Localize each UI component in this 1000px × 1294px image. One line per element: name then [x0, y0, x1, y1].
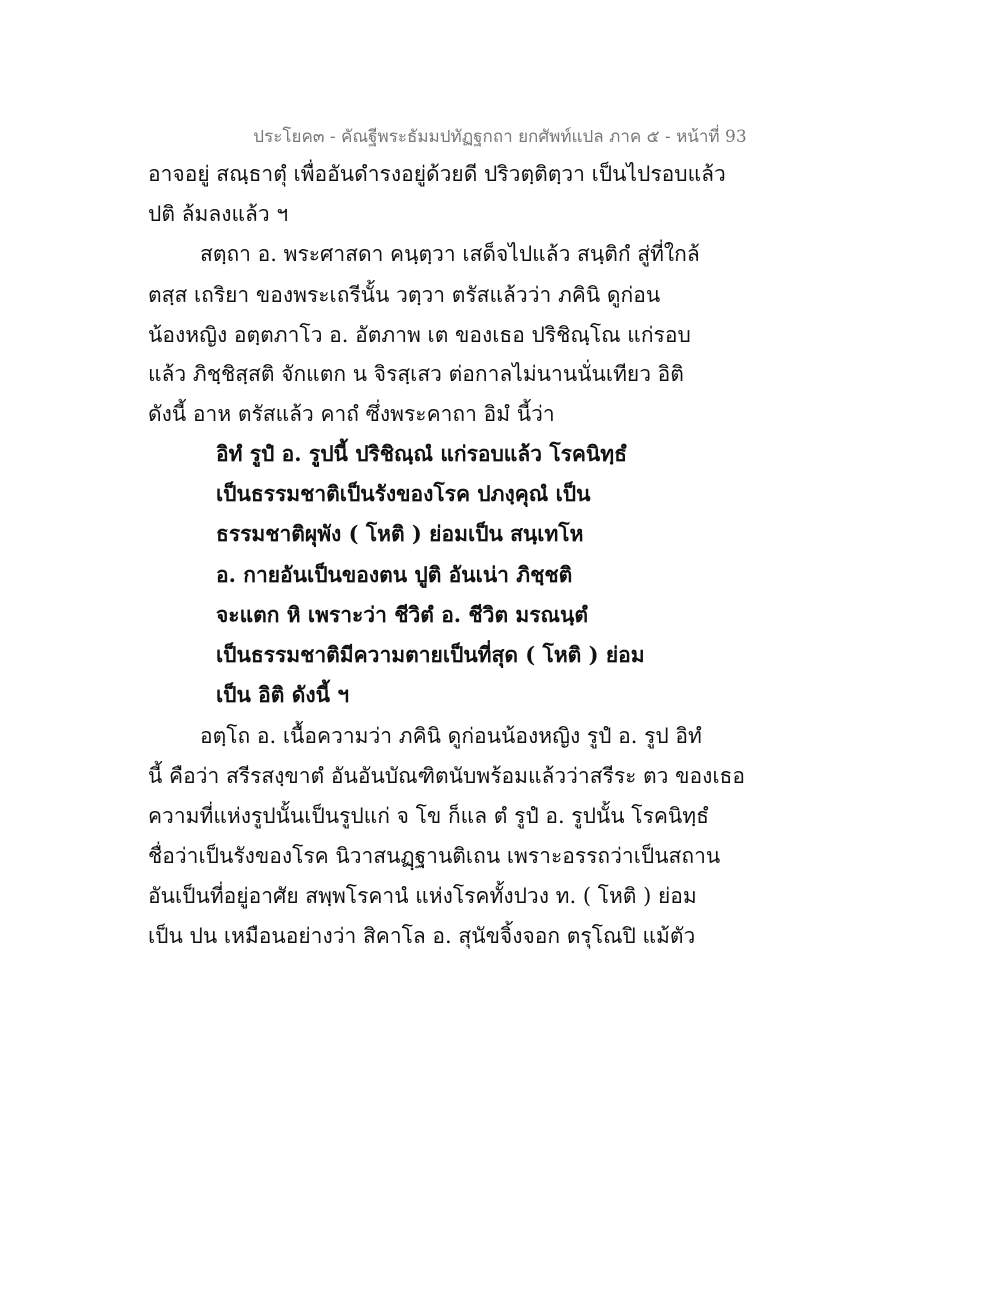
- text-line: นี้ คือว่า สรีรสงฺขาตํ อันอันบัณฑิตนับพร้อมแล้วว่าสรีระ ตว ของเธอ: [148, 764, 745, 788]
- verse-line: อ. กายอันเป็นของตน ปูติ อันเน่า ภิชฺชติ: [216, 562, 573, 587]
- text-line: อันเป็นที่อยู่อาศัย สพฺพโรคานํ แห่งโรคทั้งปวง ท. ( โหติ ) ย่อม: [148, 884, 697, 908]
- verse-line: เป็นธรรมชาติเป็นรังของโรค ปภงฺคุณํ เป็น: [216, 481, 591, 506]
- text-line: อาจอยู่ สณฺธาตุํ เพื่ออันดำรงอยู่ด้วยดี ปริวตฺติตฺวา เป็นไปรอบแล้ว: [148, 162, 726, 186]
- text-line: อตฺโถ อ. เนื้อความว่า ภคินิ ดูก่อนน้องหญิง รูปํ อ. รูป อิทํ: [200, 724, 702, 748]
- text-line: แล้ว ภิชฺชิสฺสติ จักแตก น จิรสฺเสว ต่อกาลไม่นานนั่นเทียว อิติ: [148, 362, 684, 386]
- verse-line: เป็นธรรมชาติมีความตายเป็นที่สุด ( โหติ ) ย่อม: [216, 642, 645, 667]
- text-line: ปติ ล้มลงแล้ว ฯ: [148, 202, 289, 226]
- text-line: ตสฺส เถริยา ของพระเถรีนั้น วตฺวา ตรัสแล้วว่า ภคินิ ดูก่อน: [148, 283, 661, 307]
- text-line: เป็น ปน เหมือนอย่างว่า สิคาโล อ. สุนัขจิ้งจอก ตรุโณปิ แม้ตัว: [148, 924, 696, 948]
- text-line: สตฺถา อ. พระศาสดา คนฺตฺวา เสด็จไปแล้ว สนฺติกํ สู่ที่ใกล้: [200, 242, 700, 266]
- text-line: ความที่แห่งรูปนั้นเป็นรูปแก่ จ โข ก็แล ตํ รูปํ อ. รูปนั้น โรคนิทฺธํ: [148, 804, 709, 828]
- page-header: ประโยค๓ - คัณฐีพระธัมมปทัฏฐกถา ยกศัพท์แปล ภาค ๕ - หน้าที่ 93: [253, 127, 747, 147]
- verse-line: จะแตก หิ เพราะว่า ชีวิตํ อ. ชีวิต มรณนฺตํ: [216, 602, 589, 627]
- text-line: ดังนี้ อาห ตรัสแล้ว คาถํ ซึ่งพระคาถา อิมํ นี้ว่า: [148, 402, 555, 426]
- verse-line: อิทํ รูปํ อ. รูปนี้ ปริชิณฺณํ แก่รอบแล้ว โรคนิทฺธํ: [216, 441, 627, 466]
- verse-line: เป็น อิติ ดังนี้ ฯ: [216, 682, 350, 707]
- text-line: น้องหญิง อตฺตภาโว อ. อัตภาพ เต ของเธอ ปริชิณฺโณ แก่รอบ: [148, 323, 691, 347]
- text-line: ชื่อว่าเป็นรังของโรค นิวาสนฏฺฐานติเถน เพราะอรรถว่าเป็นสถาน: [148, 844, 721, 868]
- verse-line: ธรรมชาติผุพัง ( โหติ ) ย่อมเป็น สนฺเทโห: [216, 521, 584, 546]
